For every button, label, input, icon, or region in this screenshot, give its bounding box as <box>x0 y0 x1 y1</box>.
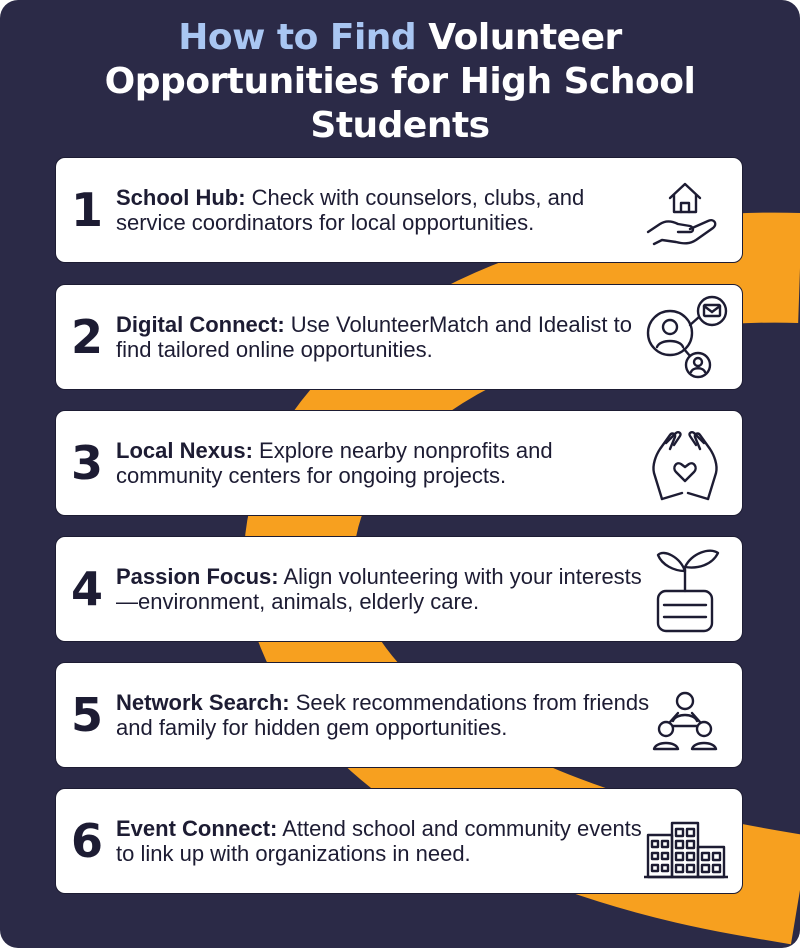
step-number: 6 <box>70 813 103 868</box>
step-body: Seek recommendations from friends and family for hidden gem opportunities. <box>116 689 650 740</box>
step-heading: Network Search: <box>116 689 290 715</box>
step-card-6 <box>55 788 743 894</box>
buildings-icon <box>640 797 730 885</box>
home-in-hand-icon <box>640 166 730 254</box>
step-number: 5 <box>70 687 103 742</box>
step-text <box>116 285 656 388</box>
title-accent: How to Find <box>178 17 417 58</box>
step-card-2 <box>55 284 743 390</box>
step-number: 3 <box>70 435 103 490</box>
step-card-3 <box>55 410 743 516</box>
hands-heart-icon <box>640 419 730 507</box>
step-heading: Local Nexus: <box>116 437 253 463</box>
step-text <box>116 789 656 892</box>
step-heading: Passion Focus: <box>116 563 279 589</box>
plant-pot-icon <box>640 545 730 633</box>
people-network-icon <box>640 671 730 759</box>
step-body: Explore nearby nonprofits and community centers for ongoing projects. <box>116 437 553 488</box>
user-network-icon <box>640 293 730 381</box>
step-number: 1 <box>70 182 103 237</box>
step-body: Attend school and community events to link up with organizations in need. <box>116 815 642 866</box>
step-body: Check with counselors, clubs, and service coordinators for local opportunities. <box>116 184 585 235</box>
step-text <box>116 411 656 514</box>
step-body: Align volunteering with your interests—environment, animals, elderly care. <box>116 563 642 614</box>
step-text <box>116 537 656 640</box>
step-text <box>116 158 656 261</box>
title-rest: Volunteer Opportunities for High School Students <box>104 17 696 146</box>
step-card-1 <box>55 157 743 263</box>
step-text <box>116 663 656 766</box>
step-number: 2 <box>70 309 103 364</box>
page-title <box>40 16 760 148</box>
step-body: Use VolunteerMatch and Idealist to find tailored online opportunities. <box>116 311 632 362</box>
step-card-4 <box>55 536 743 642</box>
step-card-5 <box>55 662 743 768</box>
step-heading: Event Connect: <box>116 815 278 841</box>
step-number: 4 <box>70 561 103 616</box>
step-heading: School Hub: <box>116 184 246 210</box>
step-heading: Digital Connect: <box>116 311 285 337</box>
